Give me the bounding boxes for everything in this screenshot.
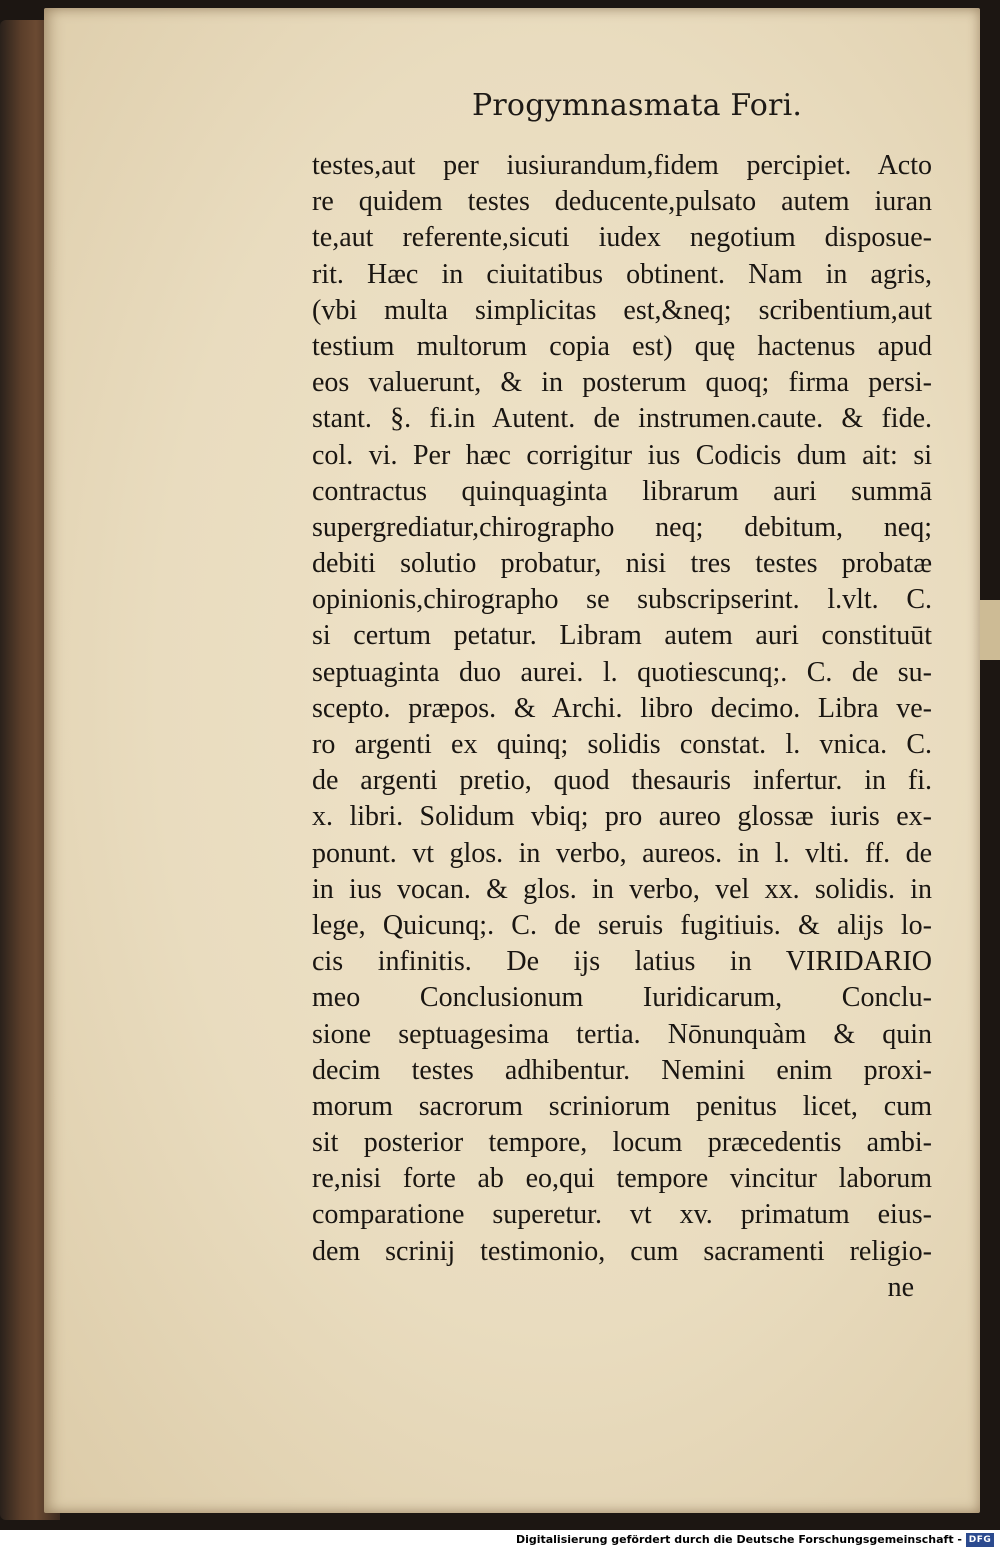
text-line: contractus quinquaginta librarum auri summā [312, 475, 932, 507]
text-line: testium multorum copia est) quę hactenus apud [312, 330, 932, 362]
text-line: col. vi. Per hæc corrigitur ius Codicis dum ait: si [312, 439, 932, 471]
text-line: scepto. præpos. & Archi. libro decimo. Libra ve- [312, 692, 932, 724]
text-line: re,nisi forte ab eo,qui tempore vincitur laborum [312, 1163, 932, 1195]
text-line: te,aut referente,sicuti iudex negotium disposue- [312, 222, 932, 254]
text-line: sit posterior tempore, locum præcedentis ambi- [312, 1127, 932, 1159]
text-line: meo Conclusionum Iuridicarum, Conclu- [312, 982, 932, 1014]
running-head: Progymnasmata Fori. [472, 88, 803, 123]
text-line: supergrediatur,chirographo neq; debitum, neq; [312, 511, 932, 543]
text-line: (vbi multa simplicitas est,&neq; scribentium,aut [312, 294, 932, 326]
dfg-logo-icon[interactable]: DFG [966, 1533, 994, 1547]
text-line: morum sacrorum scriniorum penitus licet, cum [312, 1090, 932, 1122]
text-line: rit. Hæc in ciuitatibus obtinent. Nam in agris, [312, 258, 932, 290]
text-line: decim testes adhibentur. Nemini enim proxi- [312, 1054, 932, 1086]
text-line: de argenti pretio, quod thesauris infertur. in fi. [312, 765, 932, 797]
text-line: in ius vocan. & glos. in verbo, vel xx. solidis. in [312, 873, 932, 905]
body-text [312, 148, 932, 1306]
text-line: debiti solutio probatur, nisi tres testes probatæ [312, 548, 932, 580]
text-line: si certum petatur. Libram autem auri constituūt [312, 620, 932, 652]
catchword: ne [887, 1271, 914, 1303]
text-line: dem scrinij testimonio, cum sacramenti religio- [312, 1235, 932, 1267]
text-line: testes,aut per iusiurandum,fidem percipiet. Acto [312, 150, 932, 181]
text-line: cis infinitis. De ijs latius in VIRIDARIO [312, 946, 932, 978]
text-line: ponunt. vt glos. in verbo, aureos. in l. vlti. ff. de [312, 837, 932, 869]
text-line: stant. §. fi.in Autent. de instrumen.caute. & fide. [312, 403, 932, 435]
text-line: sione septuagesima tertia. Nōnunquàm & quin [312, 1018, 932, 1050]
next-page-edge [980, 600, 1000, 660]
text-line: re quidem testes deducente,pulsato autem iuran [312, 186, 932, 218]
text-line: lege, Quicunq;. C. de seruis fugitiuis. & alijs lo- [312, 909, 932, 941]
text-line: ro argenti ex quinq; solidis constat. l. vnica. C. [312, 729, 932, 760]
text-line: eos valuerunt, & in posterum quoq; firma persi- [312, 367, 932, 399]
text-line: comparatione superetur. vt xv. primatum eius- [312, 1199, 932, 1231]
footer-credit: Digitalisierung gefördert durch die Deutsche Forschungsgemeinschaft - [515, 1533, 962, 1546]
text-line: x. libri. Solidum vbiq; pro aureo glossæ iuris ex- [312, 801, 932, 833]
text-line: septuaginta duo aurei. l. quotiescunq;. C. de su- [312, 656, 932, 688]
text-line: opinionis,chirographo se subscripserint. l.vlt. C. [312, 584, 932, 616]
